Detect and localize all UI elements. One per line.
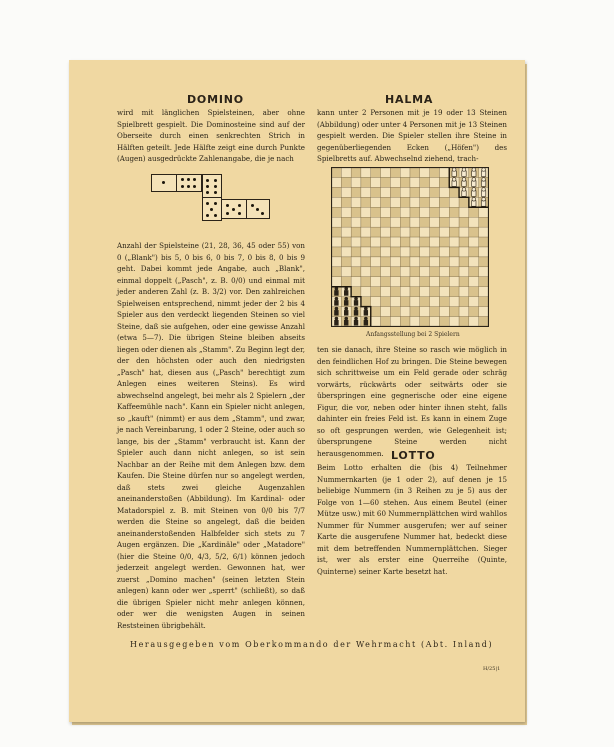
- halma-piece-light: [462, 188, 466, 197]
- halma-piece-light: [472, 197, 476, 206]
- halma-piece-light: [452, 178, 456, 187]
- halma-piece-light: [472, 168, 476, 177]
- halma-piece-light: [462, 168, 466, 177]
- halma-caption: Anfangsstellung bei 2 Spielern: [366, 331, 460, 338]
- halma-piece-light: [472, 188, 476, 197]
- halma-piece-dark: [334, 307, 338, 316]
- halma-rules: [317, 344, 507, 459]
- halma-piece-light: [481, 188, 485, 197]
- domino-tile-1-right: [176, 174, 202, 192]
- halma-intro-text: kann unter 2 Personen mit je 19 oder 13 Steinen (Abbildung) oder unter 4 Personen mit je 13 Steinen gespielt werden. Die Spieler stellen ihre Steine in gegenüberliegenden Ecken („Höfen") des Spielbretts auf. Abwechselnd ziehend, trach-: [317, 108, 507, 163]
- halma-piece-dark: [354, 317, 358, 326]
- lotto-rules: [317, 462, 507, 577]
- halma-piece-light: [481, 178, 485, 187]
- domino-tile-3-left: [221, 199, 247, 219]
- game-rules-sheet: [69, 60, 525, 722]
- halma-piece-dark: [344, 297, 348, 306]
- domino-rules-text: Anzahl der Spielsteine (21, 28, 36, 45 oder 55) von 0 („Blank") bis 5, 0 bis 6, 0 bis 7, 0 bis 8, 0 bis 9 geht. Dabei kommt jede Angabe, auch „Blank", einmal doppelt („Pasch", z. B. 0/0) und einmal mit jeder anderen Zahl (z. B. 3/2) vor. Den zahlreichen Spielweisen entsprechend, nimmt jeder der 2 bis 4 Spieler aus den verdeckt liegenden Steinen so viel Steine, daß sie aufgehen, oder eine gewisse Anzahl (etwa 5—7). Die übrigen Steine bleiben abseits liegen oder dienen als „Stamm". Zu Beginn legt der, der den höchsten oder auch den niedrigsten „Pasch" hat, diesen aus („Pasch" berechtigt zum Anlegen eines weiteren Steins). Es wird abwechselnd angelegt, bei mehr als 2 Spielern „der Kaffeemühle nach". Kann ein Spieler nicht anlegen, so „kauft" (nimmt) er aus dem „Stamm", und zwar, je nach Vereinbarung, 1 oder 2 Steine, oder auch so lange, bis der „Stamm" verbraucht ist. Kann der Spieler auch dann nicht anlegen, so ist sein Nachbar an der Reihe mit dem Anlegen bzw. dem Kaufen. Die Steine dürfen nur so angelegt werden, daß stets zwei gleiche Augenzahlen aneinanderstoßen (Abbildung). Im Kardinal- oder Matadorspiel z. B. mit Steinen von 0/0 bis 7/7 werden die Steine so angelegt, daß die beiden aneinanderstoßenden Halbfelder sich stets zu 7 Augen ergänzen. Die „Kardinäle" oder „Matadore" (hier die Steine 0/0, 4/3, 5/2, 6/1) können jedoch jederzeit angelegt werden. Gewonnen hat, wer zuerst „Domino machen" (seinen letzten Stein anlegen) kann oder wer „sperrt" (schließt), so daß die übrigen Spieler nicht mehr anlegen können, oder wer die wenigsten Augen in seinen Reststeinen übrigbehält.: [117, 241, 305, 630]
- halma-piece-light: [481, 197, 485, 206]
- lotto-rules-text: Beim Lotto erhalten die (bis 4) Teilnehmer Nummernkarten (je 1 oder 2), auf denen je 15 beliebige Nummern (in 3 Reihen zu je 5) aus der Folge von 1—60 stehen. Aus einem Beutel (einer Mütze usw.) mit 60 Nummernplättchen wird wahllos Nummer für Nummer ausgerufen; wer auf seiner Karte die ausgerufene Nummer hat, bedeckt diese mit dem betreffenden Nummernplättchen. Sieger ist, wer als erster eine Querreihe (Quinte, Quinterne) seiner Karte besetzt hat.: [317, 463, 507, 576]
- domino-intro: [117, 107, 305, 165]
- domino-tile-2-bottom: [202, 197, 222, 221]
- halma-board: [331, 167, 489, 327]
- halma-piece-dark: [334, 287, 338, 296]
- halma-piece-dark: [364, 317, 368, 326]
- publisher-footer: Herausgegeben vom Oberkommando der Wehrmacht (Abt. Inland): [130, 640, 494, 649]
- halma-piece-light: [452, 168, 456, 177]
- halma-rules-text: ten sie danach, ihre Steine so rasch wie möglich in den feindlichen Hof zu bringen. Die Steine bewegen sich schrittweise um ein Feld gerade oder schräg vorwärts, rückwärts oder seitwärts oder sie überspringen eine gegnerische oder eine eigene Figur, die vor, neben oder hinter ihnen steht, falls dahinter ein freies Feld ist. Es kann in einem Zuge so oft gesprungen werden, wie Gelegenheit ist; übersprungene Steine werden nicht herausgenommen.: [317, 345, 507, 458]
- halma-piece-dark: [354, 307, 358, 316]
- lotto-heading: LOTTO: [391, 449, 436, 462]
- domino-rules: [117, 240, 305, 631]
- halma-piece-light: [481, 168, 485, 177]
- halma-intro: [317, 107, 507, 165]
- domino-tile-2-top: [202, 174, 222, 198]
- domino-tile-3-right: [246, 199, 270, 219]
- print-code: H/25|1: [483, 666, 501, 672]
- domino-intro-text: wird mit länglichen Spielsteinen, aber ohne Spielbrett gespielt. Die Dominosteine sind auf der Oberseite durch einen senkrechten Strich in Hälften geteilt. Jede Hälfte zeigt eine durch Punkte (Augen) ausgedrückte Zahlenangabe, die je nach: [117, 108, 305, 163]
- halma-piece-dark: [354, 297, 358, 306]
- halma-piece-dark: [344, 307, 348, 316]
- halma-piece-light: [462, 178, 466, 187]
- halma-piece-dark: [334, 317, 338, 326]
- halma-heading: HALMA: [385, 93, 434, 106]
- halma-piece-dark: [344, 287, 348, 296]
- domino-tile-1-left: [151, 174, 177, 192]
- halma-piece-dark: [364, 307, 368, 316]
- halma-piece-dark: [344, 317, 348, 326]
- halma-piece-dark: [334, 297, 338, 306]
- domino-heading: DOMINO: [187, 93, 244, 106]
- halma-piece-light: [472, 178, 476, 187]
